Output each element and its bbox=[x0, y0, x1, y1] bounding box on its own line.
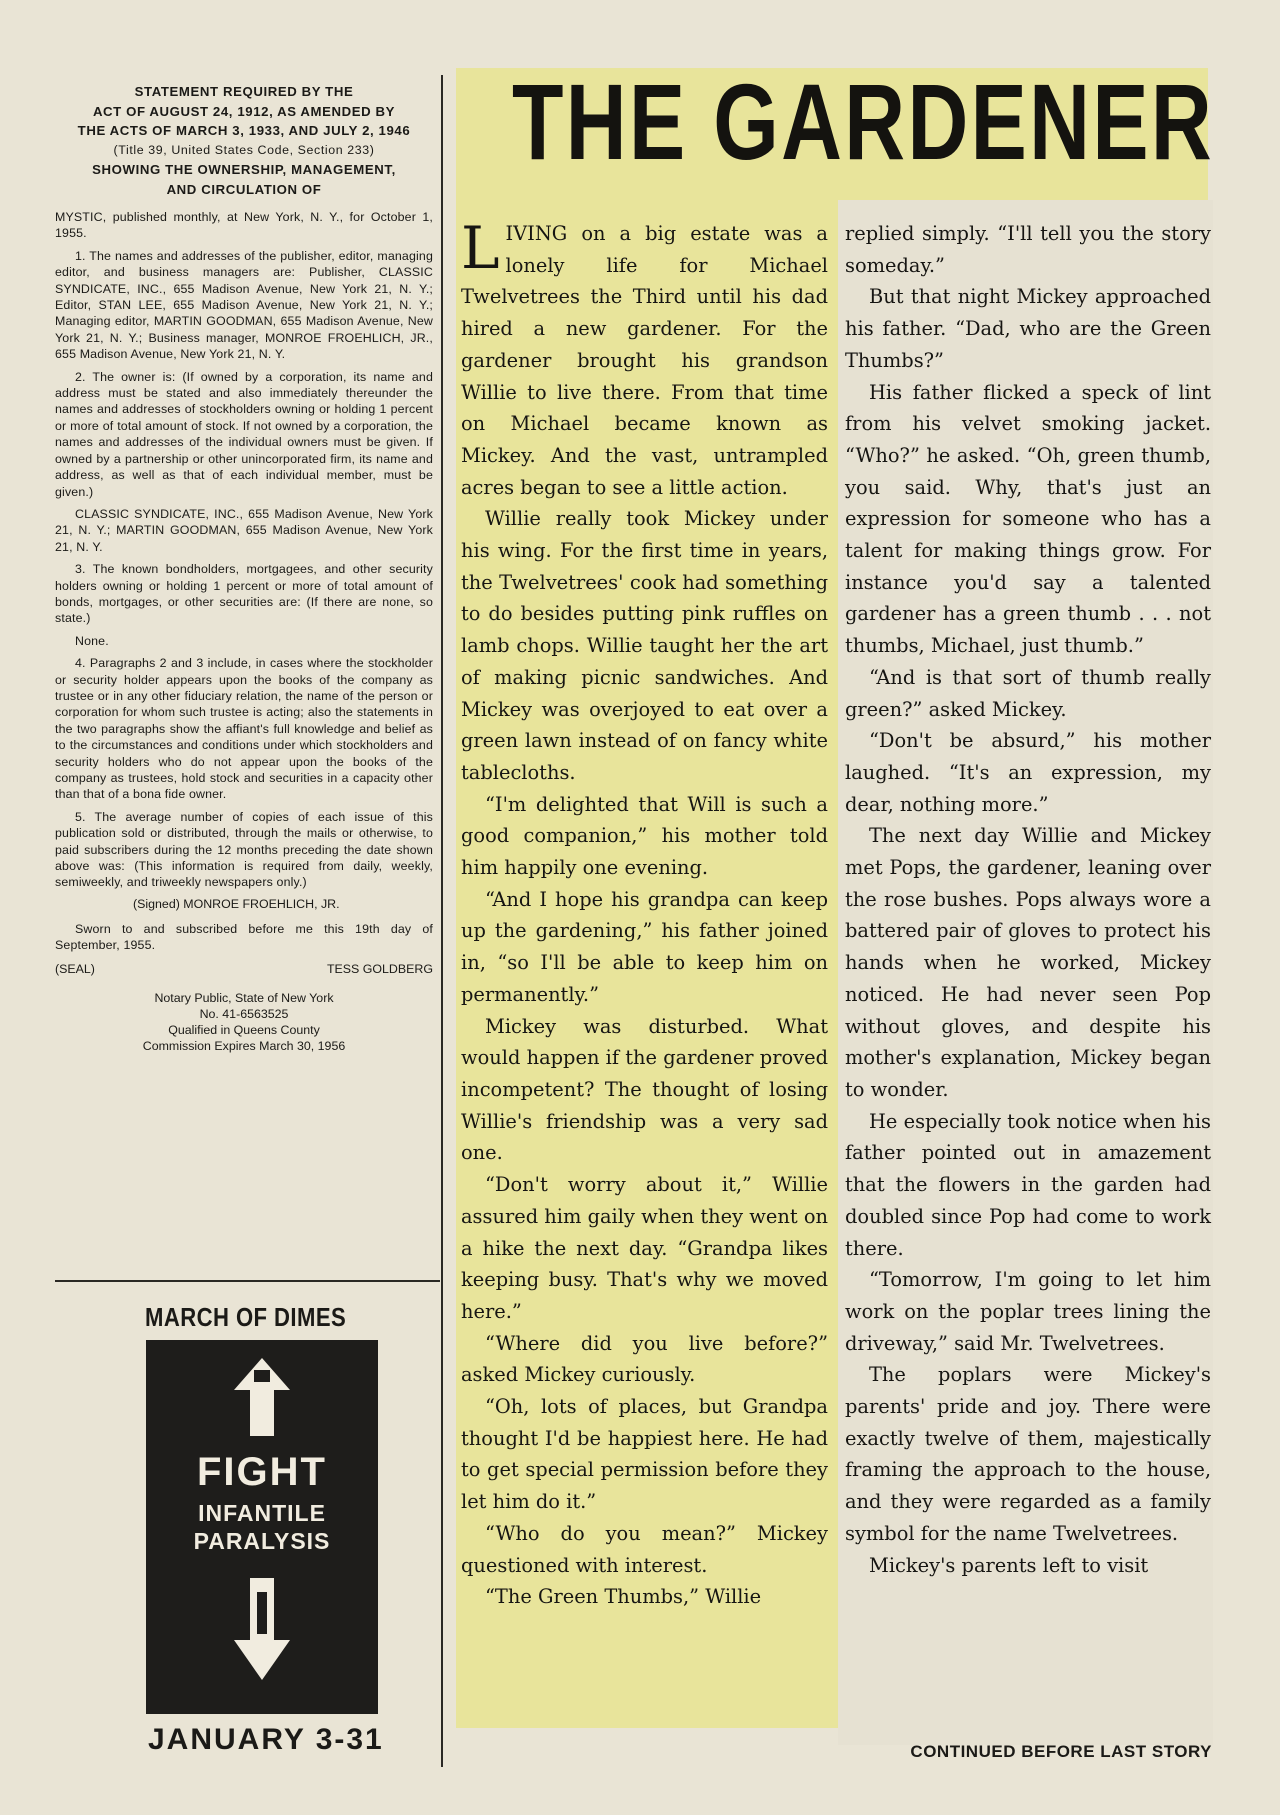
ad-title: MARCH OF DIMES bbox=[145, 1302, 347, 1332]
statement-header-line: THE ACTS OF MARCH 3, 1933, AND JULY 2, 1946 bbox=[77, 123, 411, 138]
story-paragraph: “Don't worry about it,” Willie assured him gaily when they went on a hike the next day. “Grandpa likes keeping busy. That's why we moved here.” bbox=[461, 1173, 828, 1323]
story-paragraph: Mickey was disturbed. What would happen if the gardener proved incompetent? The thought of losing Willie's friendship was a very sad one. bbox=[461, 1014, 828, 1165]
statement-header-line: ACT OF AUGUST 24, 1912, AS AMENDED BY bbox=[92, 103, 396, 119]
statement-none: None. bbox=[75, 633, 109, 648]
story-paragraph: But that night Mickey approached his father. “Dad, who are the Green Thumbs?” bbox=[845, 285, 1211, 372]
statement-header-line: STATEMENT REQUIRED BY THE bbox=[134, 84, 354, 99]
arrow-icon bbox=[146, 1340, 378, 1714]
ad-date: JANUARY 3-31 bbox=[148, 1723, 384, 1756]
ad-line-fight: FIGHT bbox=[197, 1450, 327, 1494]
story-paragraph-text: IVING on a big estate was a lonely life for Michael Twelvetrees the Third until his dad hired a new gardener. For the gardener brought his grandson Willie to live there. From that time on Michael became known as Mickey. And the vast, untrampled acres began to see a little action. bbox=[461, 222, 828, 499]
story-paragraph: Willie really took Mickey under his wing. For the first time in years, the Twelvetrees' cook had something to do besides putting pink ruffles on lamb chops. Willie taught her the art of making picnic sandwiches. And Mickey was overjoyed to eat over a green lawn instead of on fancy white tablecloths. bbox=[461, 507, 828, 784]
march-of-dimes-ad bbox=[146, 1340, 378, 1714]
story-paragraph: “And I hope his grandpa can keep up the gardening,” his father joined in, “so I'll be able to keep him on permanently.” bbox=[461, 887, 828, 1006]
statement-paragraph-1: 1. The names and addresses of the publisher, editor, managing editor, and business managers are: Publisher, CLASSIC SYNDICATE, INC., 655 Madison Avenue, New York 21, N. Y.; Editor, STAN LEE, 655 Madison Avenue, New York 21, N. Y.; Managing editor, MARTIN GOODMAN, 655 Madison Avenue, New York 21, N. Y.; Business manager, MONROE FROEHLICH, JR., 655 Madison Avenue, New York 21, N. Y. bbox=[55, 248, 433, 362]
story-paragraph: The poplars were Mickey's parents' pride and joy. There were exactly twelve of them, majestically framing the approach to the house, and they were regarded as a family symbol for the name Twelvetrees. bbox=[845, 1363, 1211, 1545]
story-paragraph: His father flicked a speck of lint from his velvet smoking jacket. “Who?” he asked. “Oh, green thumb, you said. Why, that's just an expression for someone who has a talent for making things grow. For instance you'd say a talented gardener has a green thumb . . . not thumbs, Michael, just thumb.” bbox=[845, 380, 1211, 658]
notary-line: Commission Expires March 30, 1956 bbox=[142, 1038, 346, 1053]
notary-line: Notary Public, State of New York bbox=[154, 990, 334, 1005]
statement-paragraph-3: 3. The known bondholders, mortgagees, and other security holders owning or holding 1 percent or more of total amount of bonds, mortgages, or other securities are: (If there are none, so state.) bbox=[55, 562, 433, 626]
statement-sworn: Sworn to and subscribed before me this 19th day of September, 1955. bbox=[55, 921, 433, 953]
notary-line: No. 41-6563525 bbox=[199, 1006, 289, 1021]
seal-label: (SEAL) bbox=[55, 961, 95, 976]
story-paragraph: “And is that sort of thumb really green?” asked Mickey. bbox=[845, 665, 1211, 721]
story-paragraph: He especially took notice when his father pointed out in amazement that the flowers in the garden had doubled since Pop had come to work there. bbox=[845, 1109, 1211, 1260]
story-paragraph: replied simply. “I'll tell you the story someday.” bbox=[845, 222, 1211, 277]
statement-header-line: (Title 39, United States Code, Section 233) bbox=[113, 142, 375, 157]
section-divider bbox=[55, 1280, 440, 1282]
notary-line: Qualified in Queens County bbox=[168, 1022, 320, 1037]
statement-header-line: AND CIRCULATION OF bbox=[166, 181, 322, 197]
story-column-1 bbox=[461, 214, 828, 1613]
ad-line-infantile: INFANTILE bbox=[198, 1500, 326, 1526]
drop-cap: L bbox=[461, 214, 500, 282]
column-divider bbox=[441, 75, 443, 1767]
story-column-2 bbox=[845, 218, 1211, 1581]
ownership-statement bbox=[55, 82, 433, 1054]
statement-paragraph-4: 4. Paragraphs 2 and 3 include, in cases where the stockholder or security holder appears upon the books of the company as trustee or in any other fiduciary relation, the name of the person or corporation for whom such trustee is acting; also the statements in the two paragraphs show the affiant's full knowledge and belief as to the circumstances and conditions under which stockholders and security holders who do not appear upon the books of the company as trustees, hold stock and securities in a capacity other than that of a bona fide owner. bbox=[55, 656, 433, 802]
story-paragraph: “Tomorrow, I'm going to let him work on the poplar trees lining the driveway,” said Mr. Twelvetrees. bbox=[845, 1268, 1211, 1355]
story-paragraph: “The Green Thumbs,” Willie bbox=[485, 1585, 762, 1609]
seal-row bbox=[55, 962, 433, 976]
statement-owner: CLASSIC SYNDICATE, INC., 655 Madison Avenue, New York 21, N. Y.; MARTIN GOODMAN, 655 Madison Avenue, New York 21, N. Y. bbox=[55, 506, 433, 554]
notary-block bbox=[55, 990, 433, 1054]
statement-signature: (Signed) MONROE FROEHLICH, JR. bbox=[133, 896, 340, 911]
story-paragraph: “Don't be absurd,” his mother laughed. “It's an expression, my dear, nothing more.” bbox=[845, 729, 1211, 816]
story-paragraph: “Oh, lots of places, but Grandpa thought I'd be happiest here. He had to get special permission before they let him do it.” bbox=[461, 1395, 828, 1514]
continued-note: CONTINUED BEFORE LAST STORY bbox=[910, 1742, 1212, 1761]
story-paragraph: “Where did you live before?” asked Mickey curiously. bbox=[461, 1331, 828, 1387]
ad-line-paralysis: PARALYSIS bbox=[193, 1528, 331, 1554]
story-paragraph: Mickey's parents left to visit bbox=[869, 1553, 1149, 1577]
story-paragraph: “Who do you mean?” Mickey questioned with interest. bbox=[461, 1521, 828, 1577]
statement-paragraph-5: 5. The average number of copies of each issue of this publication sold or distributed, through the mails or otherwise, to paid subscribers during the 12 months preceding the date shown above was: (This information is required from daily, weekly, semiweekly, and triweekly newspapers only.) bbox=[55, 809, 433, 890]
statement-intro: MYSTIC, published monthly, at New York, N. Y., for October 1, 1955. bbox=[55, 210, 433, 241]
statement-paragraph-2: 2. The owner is: (If owned by a corporation, its name and address must be stated and also immediately thereunder the names and addresses of stockholders owning or holding 1 percent or more of total amount of stock. If not owned by a corporation, the names and addresses of the individual owners must be given. If owned by a partnership or other unincorporated firm, its name and address, as well as that of each individual member, must be given.) bbox=[55, 369, 433, 499]
notary-name: TESS GOLDBERG bbox=[326, 961, 433, 976]
story-paragraph bbox=[461, 214, 828, 503]
story-paragraph: The next day Willie and Mickey met Pops, the gardener, leaning over the rose bushes. Pops always wore a battered pair of gloves to protect his hands when he worked, Mickey noticed. He had never seen Pop without gloves, and despite his mother's explanation, Mickey began to wonder. bbox=[845, 824, 1211, 1101]
story-title: THE GARDENER bbox=[512, 61, 1215, 182]
statement-header bbox=[55, 82, 433, 199]
statement-header-line: SHOWING THE OWNERSHIP, MANAGEMENT, bbox=[92, 162, 396, 177]
story-paragraph: “I'm delighted that Will is such a good companion,” his mother told him happily one evening. bbox=[461, 792, 828, 880]
